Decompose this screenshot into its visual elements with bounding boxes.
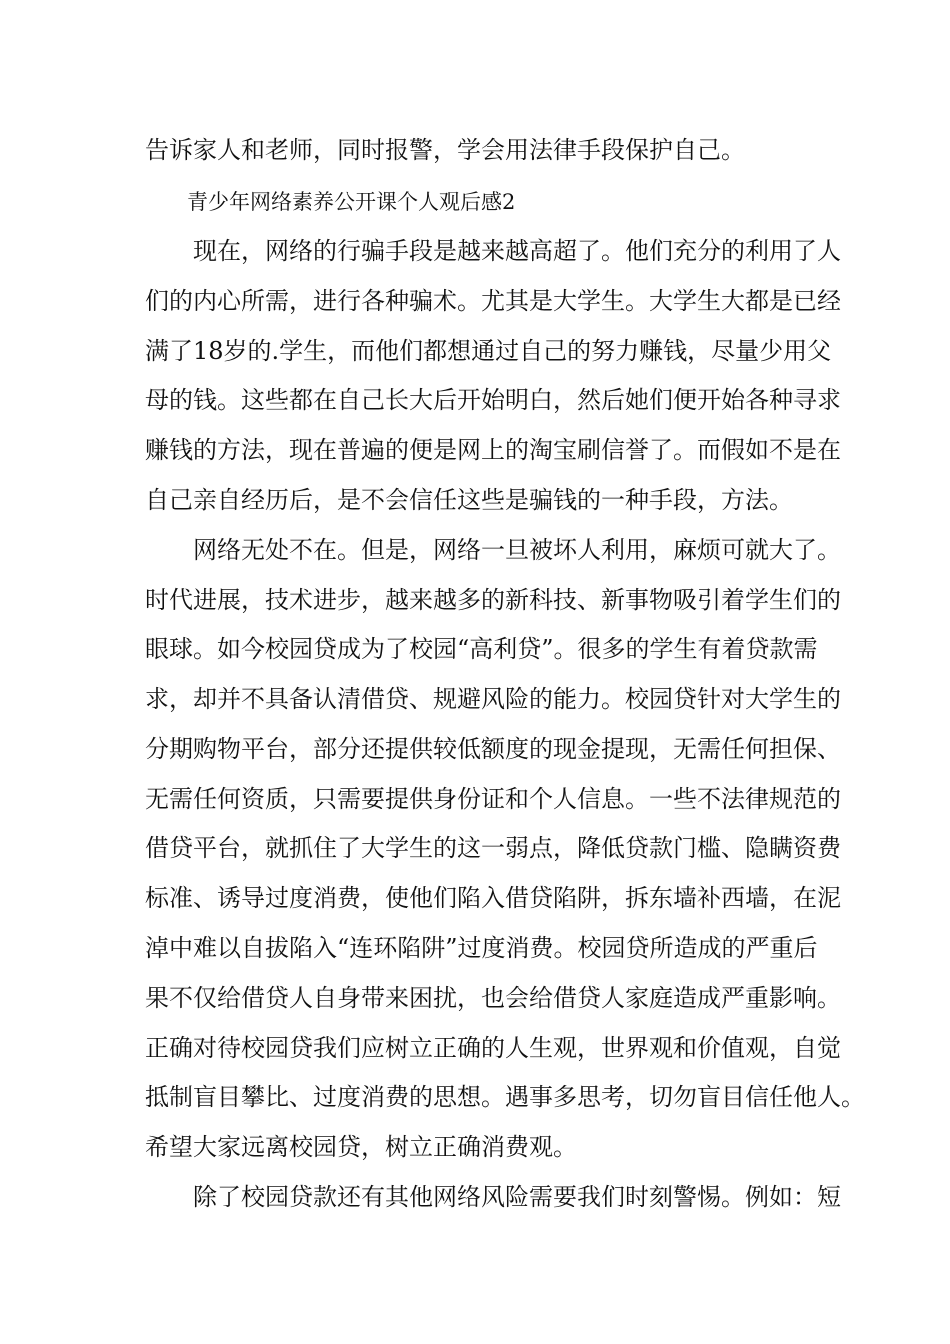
text-line: 现在，网络的行骗手段是越来越高超了。他们充分的利用了人 (145, 237, 841, 265)
text-line: 借贷平台，就抓住了大学生的这一弱点，降低贷款门槛、隐瞒资费 (145, 834, 841, 862)
text-line: 赚钱的方法，现在普遍的便是网上的淘宝刷信誉了。而假如不是在 (145, 436, 841, 464)
text-line: 满了18岁的.学生，而他们都想通过自己的努力赚钱，尽量少用父 (145, 337, 832, 365)
text-line: 无需任何资质，只需要提供身份证和个人信息。一些不法律规范的 (145, 785, 841, 813)
text-line: 告诉家人和老师，同时报警，学会用法律手段保护自己。 (145, 136, 745, 164)
text-line: 淖中难以自拔陷入“连环陷阱”过度消费。校园贷所造成的严重后 (145, 934, 818, 962)
text-line: 求，却并不具备认清借贷、规避风险的能力。校园贷针对大学生的 (145, 685, 841, 713)
text-line: 母的钱。这些都在自己长大后开始明白，然后她们便开始各种寻求 (145, 386, 841, 414)
text-line: 抵制盲目攀比、过度消费的思想。遇事多思考，切勿盲目信任他人。 (145, 1083, 865, 1111)
text-line: 网络无处不在。但是，网络一旦被坏人利用，麻烦可就大了。 (145, 536, 841, 564)
text-line: 分期购物平台，部分还提供较低额度的现金提现，无需任何担保、 (145, 735, 841, 763)
text-line: 时代进展，技术进步，越来越多的新科技、新事物吸引着学生们的 (145, 586, 841, 614)
text-line: 除了校园贷款还有其他网络风险需要我们时刻警惕。例如：短 (145, 1183, 841, 1211)
text-line: 果不仅给借贷人自身带来困扰，也会给借贷人家庭造成严重影响。 (145, 984, 841, 1012)
text-line: 正确对待校园贷我们应树立正确的人生观，世界观和价值观，自觉 (145, 1034, 841, 1062)
section-title: 青少年网络素养公开课个人观后感2 (145, 190, 516, 214)
text-line: 眼球。如今校园贷成为了校园“高利贷”。很多的学生有着贷款需 (145, 635, 818, 663)
text-line: 希望大家远离校园贷，树立正确消费观。 (145, 1133, 577, 1161)
text-line: 标准、诱导过度消费，使他们陷入借贷陷阱，拆东墙补西墙，在泥 (145, 884, 841, 912)
text-line: 自己亲自经历后，是不会信任这些是骗钱的一种手段，方法。 (145, 486, 793, 514)
text-line: 们的内心所需，进行各种骗术。尤其是大学生。大学生大都是已经 (145, 287, 841, 315)
